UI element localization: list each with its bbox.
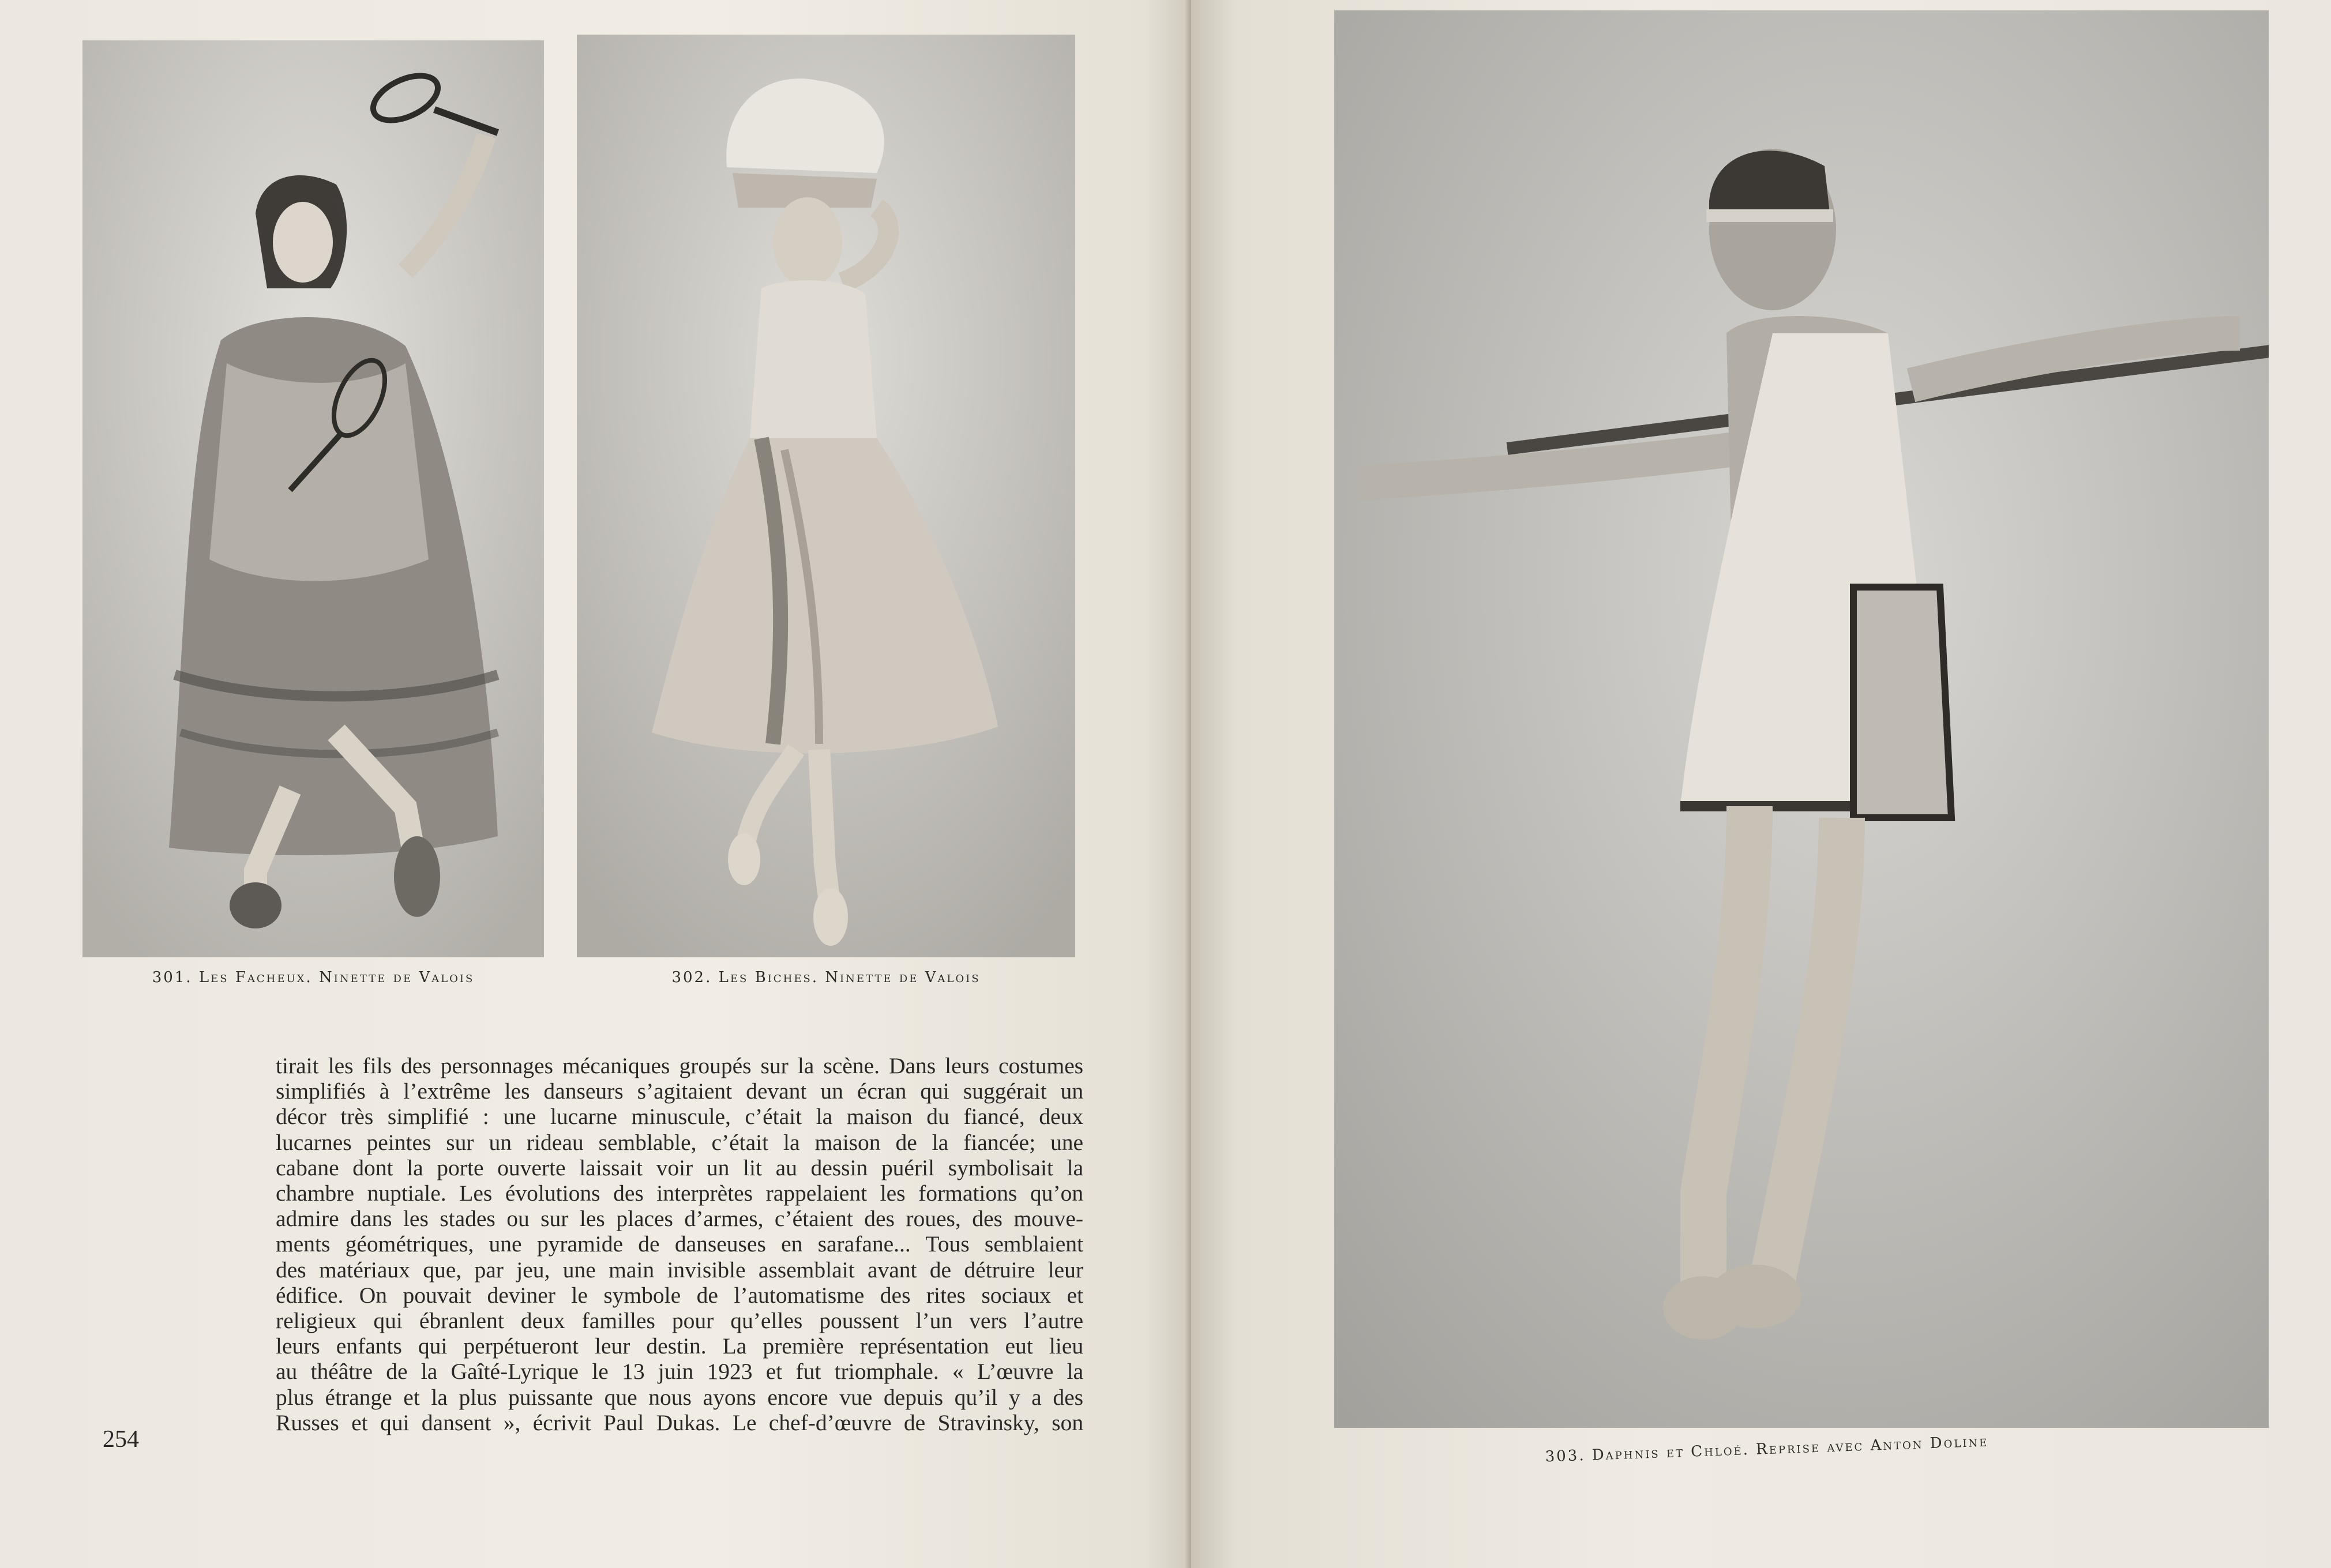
photo-303 [1334,10,2269,1428]
body-line: lucarnes peintes sur un rideau semblable, c’était la maison de la fiancée; une [276,1129,1083,1155]
caption-303: 303. Daphnis et Chloé. Reprise avec Anton Doline [1545,1432,1989,1466]
body-line: tirait les fils des personnages mécaniques groupés sur la scène. Dans leurs costumes [276,1053,1083,1078]
body-line: ments géométriques, une pyramide de danseuses en sarafane... Tous semblaient [276,1231,1083,1257]
photo-301 [82,40,544,957]
body-line: cabane dont la porte ouverte laissait voir un lit au dessin puéril symbolisait la [276,1155,1083,1180]
right-page [1191,0,2331,1568]
body-line: simplifiés à l’extrême les danseurs s’agitaient devant un écran qui suggérait un [276,1078,1083,1104]
body-line: leurs enfants qui perpétueront leur destin. La première représentation eut lieu [276,1333,1083,1359]
body-line: Russes et qui dansent », écrivit Paul Dukas. Le chef-d’œuvre de Stravinsky, son [276,1409,1083,1435]
dancer-staff-illustration [1334,10,2269,1428]
body-line: plus étrange et la plus puissante que nous ayons encore vue depuis qu’il y a des [276,1384,1083,1410]
body-text [276,1053,1083,1435]
photo-302 [577,35,1075,957]
caption-301: 301. Les Facheux. Ninette de Valois [152,969,475,986]
body-line: édifice. On pouvait deviner le symbole de l’automatisme des rites sociaux et [276,1282,1083,1308]
body-line: chambre nuptiale. Les évolutions des interprètes rappelaient les formations qu’on [276,1180,1083,1206]
dancer-tennis-illustration [82,40,544,957]
body-line: admire dans les stades ou sur les places d’armes, c’étaient des roues, des mouve- [276,1206,1083,1232]
body-line: religieux qui ébranlent deux familles pour qu’elles poussent l’un vers l’autre [276,1308,1083,1334]
body-line: des matériaux que, par jeu, une main invisible assemblait avant de détruire leur [276,1257,1083,1283]
body-line: au théâtre de la Gaîté-Lyrique le 13 juin 1923 et fut triomphale. « L’œuvre la [276,1359,1083,1385]
dancer-feather-hat-illustration [577,35,1075,957]
page-number: 254 [103,1426,139,1453]
caption-302: 302. Les Biches. Ninette de Valois [671,969,981,986]
body-line: décor très simplifié : une lucarne minuscule, c’était la maison du fiancé, deux [276,1104,1083,1130]
